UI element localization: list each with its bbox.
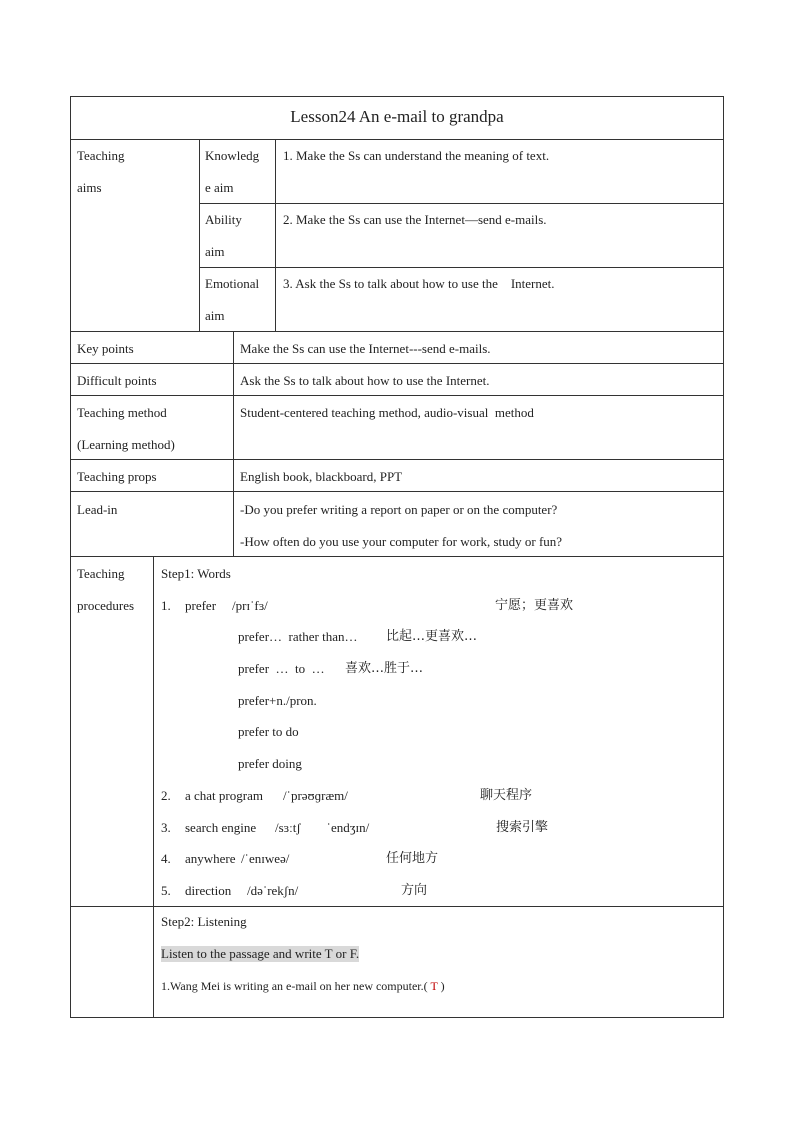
difficult-points-label: Difficult points xyxy=(77,373,157,388)
word-term: a chat program xyxy=(185,788,263,803)
word-term: search engine xyxy=(185,820,257,835)
word-number: 4. xyxy=(161,851,171,866)
key-points-text: Make the Ss can use the Internet---send e-mails. xyxy=(240,341,491,356)
word-chinese: 搜索引擎 xyxy=(496,820,549,835)
aims-label-cell xyxy=(70,139,200,332)
teaching-method-text: Student-centered teaching method, audio-visual method xyxy=(240,405,534,420)
question-1-close: ) xyxy=(440,979,445,993)
word-chinese: 任何地方 xyxy=(386,851,439,866)
question-1 xyxy=(161,978,445,994)
emotional-aim-label-1: Emotional xyxy=(205,276,260,291)
word-number: 3. xyxy=(161,820,171,835)
phrase-chinese: 喜欢…胜于… xyxy=(345,661,424,676)
lead-in-question-1: -Do you prefer writing a report on paper or on the computer? xyxy=(240,502,558,517)
knowledge-aim-label-2: e aim xyxy=(205,180,234,195)
word-number: 2. xyxy=(161,788,171,803)
question-1-answer: T xyxy=(430,979,438,993)
word-chinese: 宁愿；更喜欢 xyxy=(495,598,574,613)
word-number: 5. xyxy=(161,883,171,898)
word-number: 1. xyxy=(161,598,171,613)
page-title: Lesson24 An e-mail to grandpa xyxy=(290,107,504,126)
procedures-label-2: procedures xyxy=(77,598,135,613)
phrase-english: prefer doing xyxy=(238,756,302,771)
phrase-english: prefer … to … xyxy=(238,661,325,676)
emotional-aim-label-2: aim xyxy=(205,308,225,323)
word-phonetic: /prɪˈfɜ/ xyxy=(232,598,268,613)
word-phonetic: /sɜːtʃ ˈendʒɪn/ xyxy=(275,820,370,835)
aims-label-line1: Teaching xyxy=(77,148,125,163)
lead-in-label-cell xyxy=(70,491,234,557)
word-term: prefer xyxy=(185,598,217,613)
word-term: direction xyxy=(185,883,232,898)
word-phonetic: /dəˈrekʃn/ xyxy=(247,883,299,898)
knowledge-aim-text: 1. Make the Ss can understand the meaning of text. xyxy=(283,148,550,163)
phrase-chinese: 比起…更喜欢… xyxy=(386,629,478,644)
lead-in-label: Lead-in xyxy=(77,502,118,517)
ability-aim-label-1: Ability xyxy=(205,212,242,227)
phrase-english: prefer+n./pron. xyxy=(238,693,317,708)
knowledge-aim-label-1: Knowledg xyxy=(205,148,260,163)
teaching-method-label-1: Teaching method xyxy=(77,405,167,420)
ability-aim-label-2: aim xyxy=(205,244,225,259)
ability-aim-text: 2. Make the Ss can use the Internet—send e-mails. xyxy=(283,212,547,227)
listen-instruction: Listen to the passage and write T or F. xyxy=(161,946,360,961)
procedures-label-1: Teaching xyxy=(77,566,125,581)
key-points-label: Key points xyxy=(77,341,134,356)
question-1-text: 1.Wang Mei is writing an e-mail on her new computer.( xyxy=(161,979,428,993)
step2-blank-cell xyxy=(70,906,154,1018)
teaching-props-text: English book, blackboard, PPT xyxy=(240,469,403,484)
teaching-method-label-2: (Learning method) xyxy=(77,437,175,452)
teaching-props-label: Teaching props xyxy=(77,469,157,484)
word-chinese: 方向 xyxy=(401,883,428,898)
word-term: anywhere xyxy=(185,851,236,866)
aims-label-line2: aims xyxy=(77,180,102,195)
phrase-english: prefer to do xyxy=(238,724,299,739)
step2-heading: Step2: Listening xyxy=(161,914,247,929)
word-phonetic: /ˈprəʊɡræm/ xyxy=(283,788,348,803)
step1-heading: Step1: Words xyxy=(161,566,231,581)
emotional-aim-text: 3. Ask the Ss to talk about how to use the Internet. xyxy=(283,276,555,291)
word-chinese: 聊天程序 xyxy=(480,788,533,803)
lead-in-question-2: -How often do you use your computer for work, study or fun? xyxy=(240,534,563,549)
word-phonetic: /ˈenɪweə/ xyxy=(241,851,290,866)
difficult-points-text: Ask the Ss to talk about how to use the Internet. xyxy=(240,373,490,388)
phrase-english: prefer… rather than… xyxy=(238,629,358,644)
